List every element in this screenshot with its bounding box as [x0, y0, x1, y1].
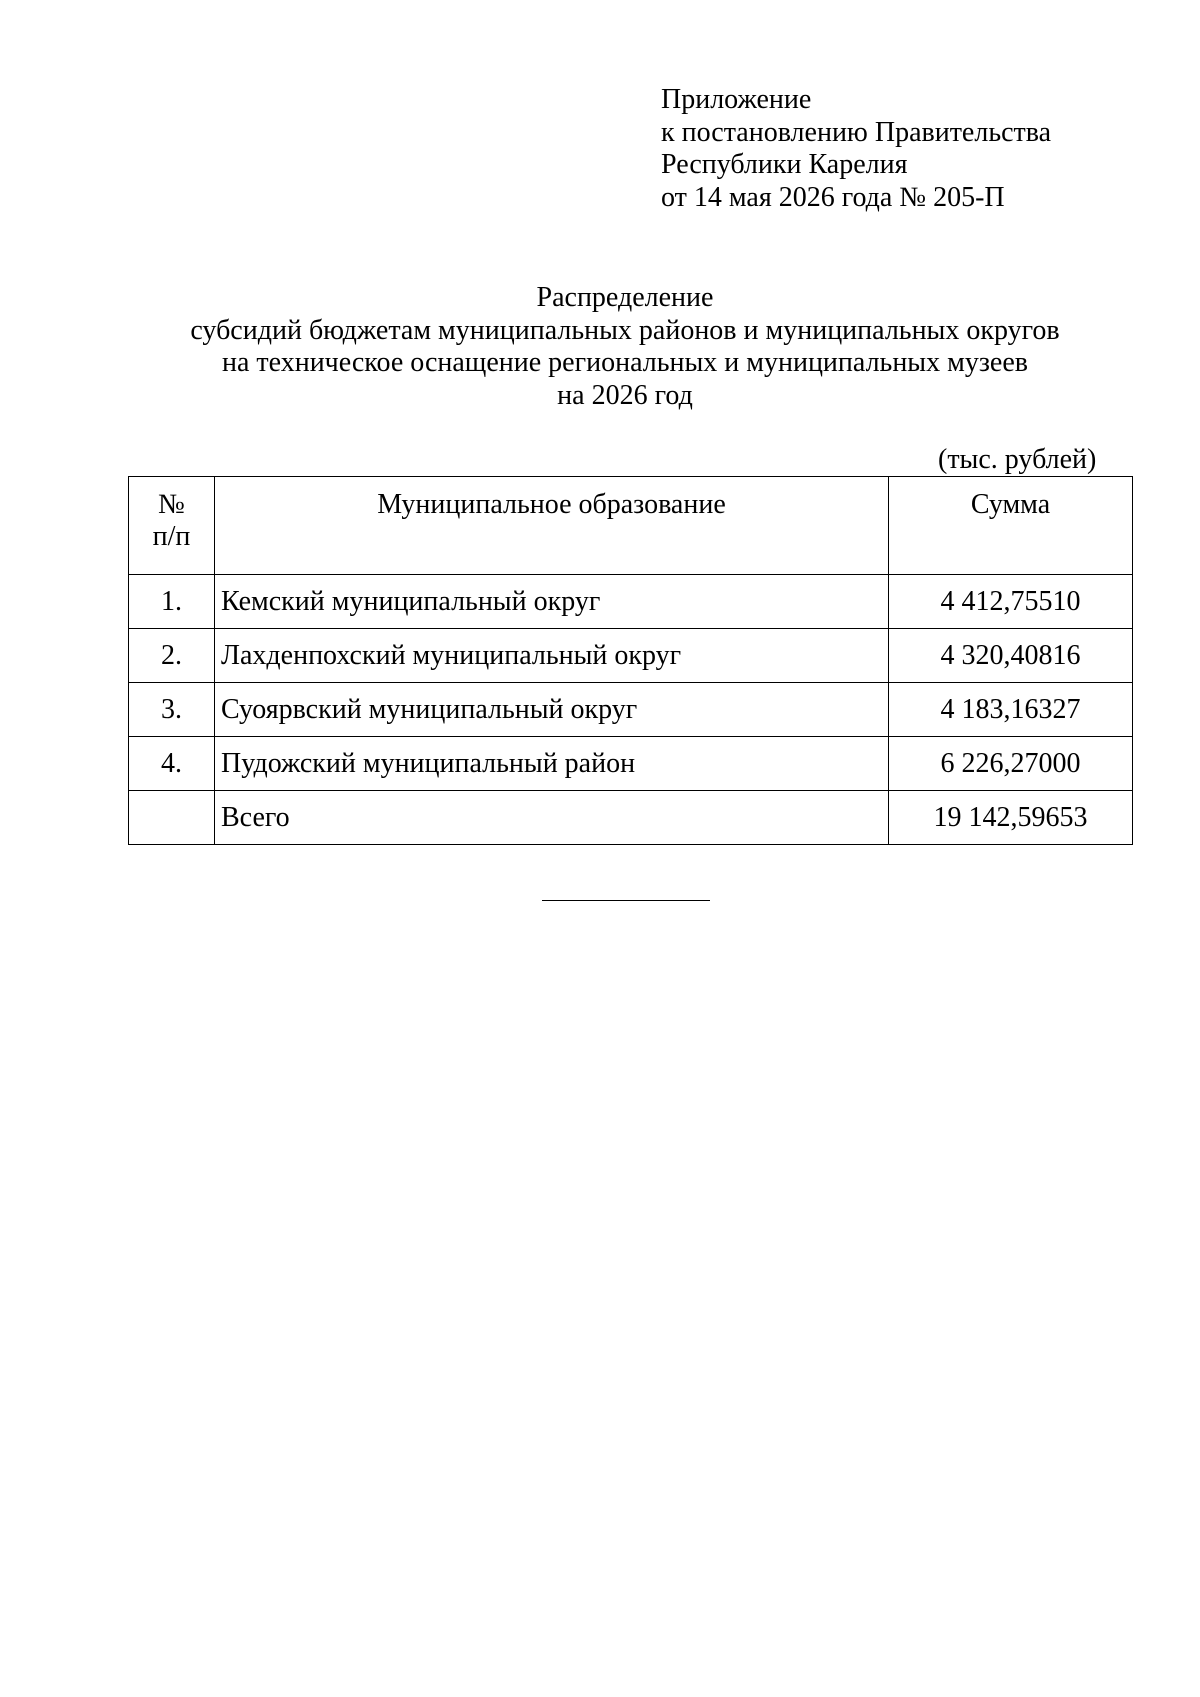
row-number: 1.	[129, 575, 215, 629]
title-line: субсидий бюджетам муниципальных районов и муниципальных округов	[190, 314, 1060, 346]
total-number	[129, 791, 215, 845]
row-number: 4.	[129, 737, 215, 791]
title-line: на 2026 год	[557, 379, 693, 411]
appendix-date-number: от 14 мая 2026 года № 205-П	[661, 181, 1005, 213]
row-sum: 4 412,75510	[889, 575, 1133, 629]
total-sum: 19 142,59653	[889, 791, 1133, 845]
row-municipality: Лахденпохский муниципальный округ	[215, 629, 889, 683]
title-line: на техническое оснащение региональных и муниципальных музеев	[222, 347, 1028, 378]
row-sum: 4 320,40816	[889, 629, 1133, 683]
header-municipality: Муниципальное образование	[215, 477, 889, 575]
table-header-row	[129, 477, 1133, 575]
end-of-document-rule	[542, 900, 710, 901]
document-title	[0, 282, 1200, 412]
title-line: Распределение	[536, 282, 714, 313]
appendix-line: Приложение	[661, 84, 812, 115]
header-number-sign: №	[158, 489, 185, 520]
row-number: 3.	[129, 683, 215, 737]
row-municipality: Пудожский муниципальный район	[215, 737, 889, 791]
row-number: 2.	[129, 629, 215, 683]
appendix-line: Республики Карелия	[661, 149, 908, 180]
table-total-row	[129, 791, 1133, 845]
header-sum: Сумма	[889, 477, 1133, 575]
table-row	[129, 629, 1133, 683]
header-number	[129, 477, 215, 575]
row-municipality: Кемский муниципальный округ	[215, 575, 889, 629]
appendix-block	[661, 84, 1051, 214]
distribution-table	[128, 476, 1133, 845]
row-municipality: Суоярвский муниципальный округ	[215, 683, 889, 737]
table-row	[129, 737, 1133, 791]
table-row	[129, 575, 1133, 629]
units-label: (тыс. рублей)	[938, 444, 1097, 475]
table-row	[129, 683, 1133, 737]
header-number-abbr: п/п	[152, 521, 191, 552]
appendix-line: к постановлению Правительства	[661, 116, 1052, 148]
total-label: Всего	[215, 791, 889, 845]
row-sum: 4 183,16327	[889, 683, 1133, 737]
row-sum: 6 226,27000	[889, 737, 1133, 791]
